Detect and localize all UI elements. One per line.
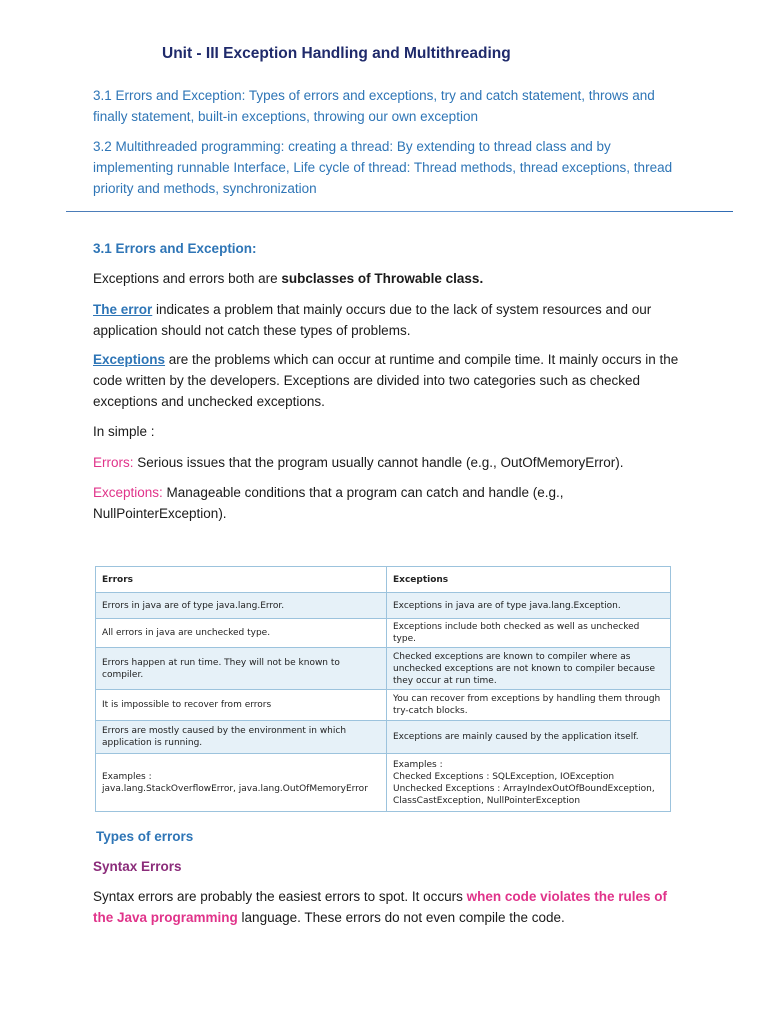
- paragraph-throwable: [93, 268, 683, 289]
- paragraph-syntax-errors: [93, 886, 683, 928]
- errors-text: Serious issues that the program usually cannot handle (e.g., OutOfMemoryError).: [133, 455, 624, 470]
- errors-label: Errors:: [93, 455, 134, 470]
- errors-definition: [93, 452, 683, 473]
- syllabus-item-1: 3.1 Errors and Exception: Types of errors and exceptions, try and catch statement, throws and finally statement, built-in exceptions, throwing our own exception: [93, 88, 655, 124]
- table-row: [96, 754, 671, 812]
- table-cell: Exceptions in java are of type java.lang.Exception.: [387, 593, 671, 619]
- paragraph-exceptions-text: are the problems which can occur at runtime and compile time. It mainly occurs in the code written by the developers. Exceptions are divided into two categories such as checked exceptions and unchecked exceptions.: [93, 352, 679, 409]
- table-row: [96, 648, 671, 690]
- table-cell: You can recover from exceptions by handling them through try-catch blocks.: [387, 690, 671, 721]
- paragraph-error: [93, 299, 683, 341]
- table-row: [96, 721, 671, 754]
- table-cell: Errors happen at run time. They will not be known to compiler.: [96, 648, 387, 690]
- exceptions-definition: [93, 482, 683, 524]
- table-cell: All errors in java are unchecked type.: [96, 619, 387, 648]
- exceptions-text: Manageable conditions that a program can catch and handle (e.g., NullPointerException).: [93, 485, 564, 521]
- table-cell: Examples : Checked Exceptions : SQLException, IOException Unchecked Exceptions : ArrayIndexOutOfBoundException, ClassCastException, NullPointerException: [387, 754, 671, 812]
- table-cell: Errors in java are of type java.lang.Error.: [96, 593, 387, 619]
- exceptions-label: Exceptions:: [93, 485, 163, 500]
- table-row: [96, 690, 671, 721]
- syntax-text-pre: Syntax errors are probably the easiest errors to spot. It occurs: [93, 889, 467, 904]
- syntax-text-post: language. These errors do not even compile the code.: [237, 910, 565, 925]
- syllabus-item-2: 3.2 Multithreaded programming: creating a thread: By extending to thread class and by implementing runnable Interface, Life cycle of thread: Thread methods, thread exceptions, thread priority and methods, synchronization: [93, 139, 673, 196]
- page-title: Unit - III Exception Handling and Multithreading: [162, 45, 511, 62]
- table-cell: Examples : java.lang.StackOverflowError, java.lang.OutOfMemoryError: [96, 754, 387, 812]
- paragraph-exceptions: [93, 349, 683, 412]
- section-heading: 3.1 Errors and Exception:: [93, 241, 257, 256]
- paragraph-error-text: indicates a problem that mainly occurs due to the lack of system resources and our application should not catch these types of problems.: [93, 302, 652, 338]
- table-header-row: [96, 567, 671, 593]
- in-simple-label: In simple :: [93, 424, 155, 439]
- table-row: [96, 619, 671, 648]
- divider-rule: [66, 211, 733, 212]
- table-cell: Exceptions include both checked as well as unchecked type.: [387, 619, 671, 648]
- error-link[interactable]: The error: [93, 302, 153, 317]
- syntax-errors-heading: Syntax Errors: [93, 859, 182, 874]
- table-cell: Errors are mostly caused by the environment in which application is running.: [96, 721, 387, 754]
- table-header-exceptions: Exceptions: [387, 567, 671, 593]
- exceptions-link[interactable]: Exceptions: [93, 352, 166, 367]
- table-header-errors: Errors: [96, 567, 387, 593]
- paragraph-throwable-text: Exceptions and errors both are: [93, 271, 282, 286]
- table-cell: It is impossible to recover from errors: [96, 690, 387, 721]
- throwable-emphasis: subclasses of Throwable class.: [281, 271, 484, 286]
- types-of-errors-heading: Types of errors: [96, 829, 194, 844]
- table-row: [96, 593, 671, 619]
- table-cell: Exceptions are mainly caused by the application itself.: [387, 721, 671, 754]
- errors-vs-exceptions-table: [95, 566, 671, 812]
- table-cell: Checked exceptions are known to compiler where as unchecked exceptions are not known to compiler because they occur at run time.: [387, 648, 671, 690]
- syntax-emphasis: when code violates the rules of the Java programming: [93, 889, 667, 925]
